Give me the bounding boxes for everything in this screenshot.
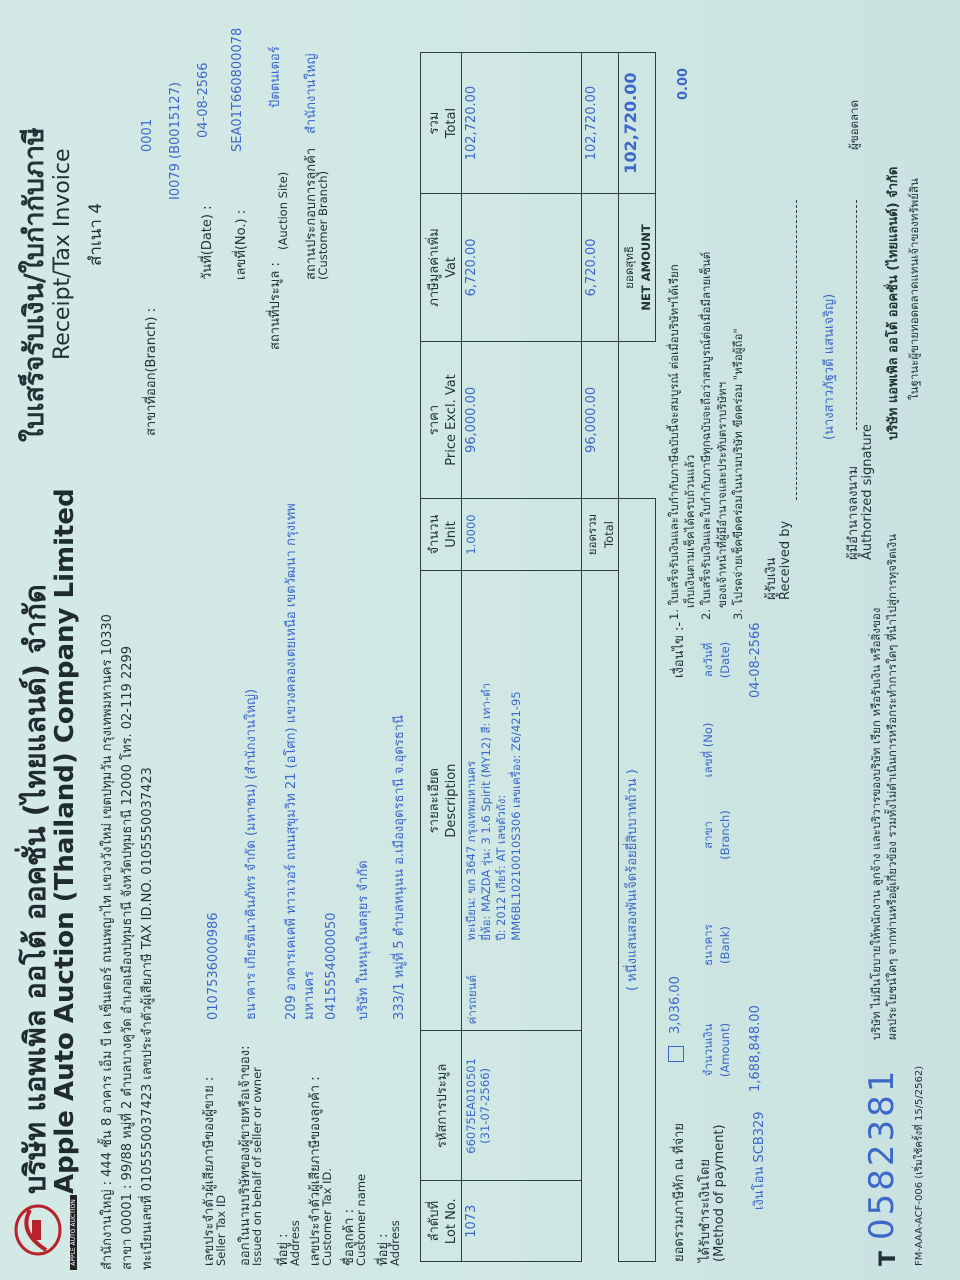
- col-total: รวม Total: [421, 53, 462, 194]
- cond-label: เงื่อนไข :-: [672, 621, 687, 678]
- customer-branch-value: สำนักงานใหญ่: [304, 53, 319, 134]
- seller-address-value-1: 209 อาคารเคเคพี ทาวเวอร์ ถนนสุขุมวิท 21 (อโศก) แขวงคลองเตยเหนือ เขตวัฒนา กรุงเทพ: [284, 503, 299, 1020]
- col-auction-code: รหัสการประมูล: [421, 1031, 462, 1181]
- withheld-label: ยอดรวมภาษีหัก ณ ที่จ่าย: [672, 1122, 687, 1262]
- row-price: 96,000.00: [462, 341, 582, 498]
- authorized-label: ผู้มีอำนาจลงนาม: [846, 465, 861, 560]
- seller-address-value-2: มหานคร: [302, 970, 317, 1020]
- net-amount: 102,720.00: [619, 53, 656, 194]
- payment-date: 04-08-2566: [748, 622, 763, 698]
- company-name-en: Apple Auto Auction (Thailand) Company Limited: [50, 488, 80, 1194]
- condition-3: 3. โปรดจ่ายเช็คขีดคร่อมในนามบริษัท ขีดคร่อม "หรือผู้ถือ": [731, 328, 745, 620]
- amount-head: จำนวนเงิน (Amount): [701, 1022, 732, 1078]
- col-lot: ลำดับที่ Lot No.: [421, 1181, 462, 1262]
- market-role: ผู้ขอตลาด: [847, 100, 861, 150]
- seller-address-label: ที่อยู่ :: [276, 1233, 291, 1266]
- condition-2b: ของเจ้าหน้าที่ผู้มีอำนาจและประทับตราบริษัทฯ: [715, 381, 729, 608]
- received-by-label: ผู้รับเงิน: [764, 557, 779, 600]
- company-address-1: สำนักงานใหญ่ : 444 ชั้น 8 อาคาร เอ็ม บี เค เซ็นเตอร์ ถนนพญาไท แขวงวังใหม่ เขตปทุมวัน กรุงเทพมหานคร 10330: [100, 614, 115, 1270]
- amount-in-words: ( หนึ่งแสนสองพันเจ็ดร้อยยี่สิบบาทถ้วน ): [619, 499, 656, 1262]
- seller-address-label-en: Address: [288, 1220, 302, 1266]
- number-label: เลขที่(No.) :: [234, 209, 249, 280]
- behalf-label-en: Issued on behalf of seller or owner: [250, 1067, 264, 1266]
- sum-price: 96,000.00: [582, 341, 619, 498]
- description-line-1: ทะเบียน: ขก 3647 กรุงเทพมหานคร: [464, 761, 478, 941]
- date-label: วันที่(Date) :: [200, 205, 215, 280]
- table-row: [462, 53, 582, 1262]
- row-unit: 1.0000: [462, 499, 582, 571]
- behalf-value: ธนาคาร เกียรตินาคินภัทร จำกัด (มหาชน) (สำนักงานใหญ่): [244, 688, 259, 1020]
- net-amount-label: ยอดสุทธิ NET AMOUNT: [619, 194, 656, 342]
- auction-date: (31-07-2566): [478, 1068, 492, 1144]
- auction-site-label-en: (Auction Site): [276, 171, 290, 250]
- col-vat: ภาษีมูลค่าเพิ่ม Vat: [421, 194, 462, 342]
- condition-1: 1. ใบเสร็จรับเงินและใบกำกับภาษีฉบับนี้จะสมบูรณ์ ต่อเมื่อบริษัทฯได้เรียก: [667, 264, 681, 620]
- customer-branch-label-en: (Customer Branch): [316, 170, 330, 280]
- company-address-3: ทะเบียนเลขที่ 0105550037423 เลขประจำตัวผู้เสียภาษี TAX ID.NO. 0105550037423: [140, 767, 155, 1270]
- customer-tax-label: เลขประจำตัวผู้เสียภาษีของลูกค้า :: [308, 1076, 323, 1266]
- items-table: [420, 52, 656, 1262]
- authorized-line: [856, 200, 857, 430]
- signature-company-2: ในฐานะผู้ขายทอดตลาดแทนเจ้าของทรัพย์สิน: [907, 178, 921, 400]
- sum-total: 102,720.00: [582, 53, 619, 194]
- branch-label: สาขาที่ออก(Branch) :: [144, 308, 159, 436]
- date-head: ลงวันที่ (Date): [701, 641, 732, 679]
- seller-tax-label: เลขประจำตัวผู้เสียภาษีของผู้ขาย :: [202, 1076, 217, 1266]
- customer-name-label: ชื่อลูกค้า :: [342, 1209, 357, 1266]
- payment-amount: 1,688,848.00: [748, 1005, 763, 1092]
- row-auction-code: [462, 1031, 582, 1181]
- document-title-th: ใบเสร็จรับเงิน/ใบกำกับภาษี: [19, 127, 50, 442]
- seller-tax-value: 0107536000986: [206, 912, 221, 1020]
- col-description: รายละเอียด Description: [421, 570, 462, 1031]
- footer-note-2: ผลประโยชน์ใดๆ จากท่านหรือผู้เกี่ยวข้อง รวมทั้งไม่ดำเนินการหรือกระทำการใดๆ ที่นำไปสู่การทุจริตเงิน: [885, 534, 899, 1040]
- number-value: SEA01T660800078: [230, 27, 245, 152]
- description-line-4: MM6BL10210010S306 เลขเครื่อง: Z6/421-95: [509, 691, 523, 941]
- total-label: ยอดรวม Total: [582, 499, 619, 571]
- table-total-row: [582, 53, 619, 1262]
- description-type: ค่ารถยนต์: [465, 975, 479, 1025]
- payment-method: เงินโอน SCB329: [752, 1111, 767, 1210]
- auction-site-value: ปัตตนเตอร์: [268, 46, 283, 108]
- received-by-label-en: Received by: [778, 520, 793, 600]
- apple-logo-icon: [8, 1202, 66, 1262]
- customer-name-value: บริษัท ในหนุนในตลุยร จำกัด: [356, 860, 371, 1020]
- customer-name-label-en: Customer name: [354, 1173, 368, 1266]
- form-number: FM-AAA-ACF-006 (เริ่มใช้ครั้งที่ 15/5/2562): [914, 1065, 925, 1266]
- table-header-row: [421, 53, 462, 1262]
- copy-label: สำเนา 4: [86, 202, 106, 266]
- row-lot: 1073: [462, 1181, 582, 1262]
- company-address-2: สาขา 00001 : 99/88 หมู่ที่ 2 ตำบลบางคูวัด อำเภอเมืองปทุมธานี จังหวัดปทุมธานี 12000 โทร. 02-119 2299: [120, 645, 135, 1270]
- serial-prefix: T: [876, 1250, 901, 1266]
- withheld-value: 3,036.00: [668, 976, 683, 1034]
- reference-value: I0079 (B0015127): [168, 81, 183, 200]
- company-logo: [8, 1202, 66, 1262]
- table-net-row: [619, 53, 656, 1262]
- description-line-2: ยี่ห้อ: MAZDA รุ่น: 3 1.6 Spirit (MY12) สี: เทา-ดำ: [479, 682, 493, 941]
- payment-label: ได้รับชำระเงินโดย: [698, 1158, 713, 1262]
- signature-company: บริษัท แอพเพิล ออโต้ ออคชั่น (ไทยแลนด์) จำกัด: [886, 166, 901, 440]
- col-unit: จำนวน Unit: [421, 499, 462, 571]
- payment-label-en: (Method of payment): [712, 1124, 727, 1262]
- sum-vat: 6,720.00: [582, 194, 619, 342]
- condition-1b: เก็บเงินตามเช็คได้ครบถ้วนแล้ว: [683, 454, 697, 608]
- bank-head: ธนาคาร (Bank): [701, 924, 732, 966]
- row-total: 102,720.00: [462, 53, 582, 194]
- customer-address-label: ที่อยู่ :: [376, 1233, 391, 1266]
- zero-amount: 0.00: [676, 67, 691, 100]
- customer-tax-value: 0415554000050: [324, 912, 339, 1020]
- authorized-label-en: Authorized signature: [860, 424, 875, 560]
- date-value: 04-08-2566: [196, 62, 211, 138]
- row-description: [462, 570, 582, 1031]
- seller-tax-label-en: Seller Tax ID: [214, 1194, 228, 1266]
- behalf-label: ออกในนามบริษัทของผู้ขายหรือเจ้าของ:: [238, 1045, 253, 1266]
- footer-note-1: บริษัท ไม่มีนโยบายให้พนักงาน ลูกจ้าง และบริวารของบริษัท เรียก หรือรับเงิน หรือสิ่งของ: [869, 607, 883, 1040]
- logo-text: APPLE AUTO AUCTION: [70, 1195, 77, 1270]
- branch-head: สาขา (Branch): [701, 810, 732, 860]
- auction-site-label: สถานที่ประมูล :: [268, 262, 283, 350]
- withheld-checkbox: [668, 1046, 684, 1062]
- condition-2: 2. ใบเสร็จรับเงินและใบกำกับภาษีทุกฉบับจะถือว่าสมบูรณ์ต่อเมื่อมีลายเซ็นต์: [699, 251, 713, 620]
- col-price: ราคา Price Excl. Vat: [421, 341, 462, 498]
- customer-address-value: 333/1 หมู่ที่ 5 ตำบลหนุนน อ.เมืองอุดรธานี จ.อุดรธานี: [392, 715, 407, 1020]
- customer-address-label-en: Address: [388, 1220, 402, 1266]
- serial-number: 0582381: [862, 1067, 902, 1240]
- auction-code: 66075EA010501: [464, 1058, 478, 1154]
- branch-value: 0001: [140, 118, 155, 152]
- document-title-en: Receipt/Tax Invoice: [50, 148, 75, 360]
- customer-branch-label: สถานประกอบการลูกค้า: [304, 147, 319, 280]
- company-name-th: บริษัท แอพเพิล ออโต้ ออคชั่น (ไทยแลนด์) จำกัด: [18, 584, 52, 1194]
- received-by-line: [796, 200, 797, 500]
- row-vat: 6,720.00: [462, 194, 582, 342]
- description-line-3: ปี: 2012 เกียร์: AT เลขตัวถัง:: [494, 794, 508, 941]
- signer-name: (นางสาวภัฐวดี แสนเจริญ): [822, 293, 837, 440]
- no-head: เลขที่ (No): [701, 722, 715, 778]
- customer-tax-label-en: Customer Tax ID.: [320, 1167, 334, 1266]
